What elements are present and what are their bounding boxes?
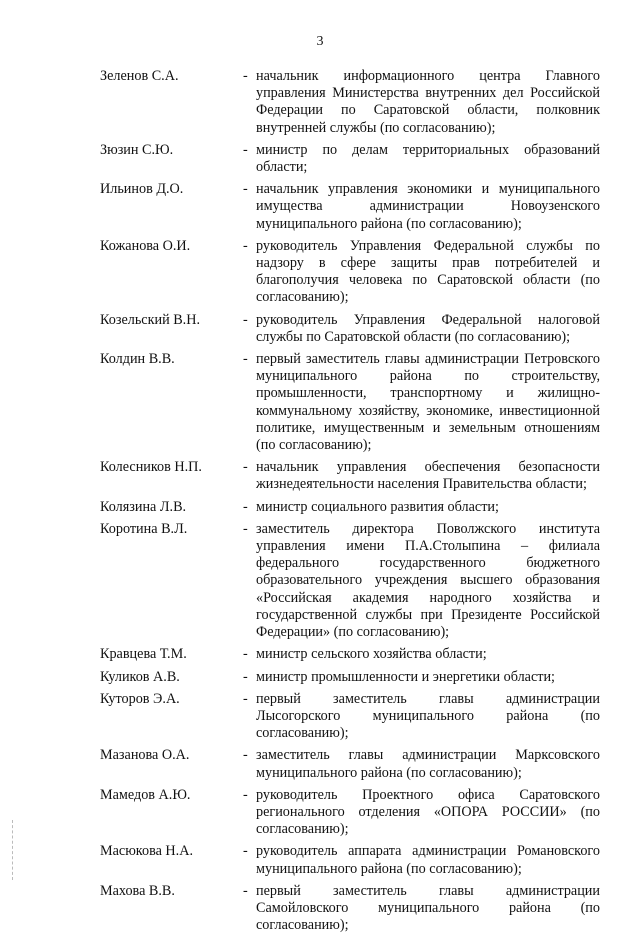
member-position: министр по делам территориальных образований области; <box>256 141 600 176</box>
member-name: Мазанова О.А. <box>100 747 190 764</box>
list-item <box>100 459 600 493</box>
dash-separator: - <box>243 181 248 198</box>
dash-separator: - <box>243 68 248 84</box>
member-name: Кожанова О.И. <box>100 237 191 254</box>
member-list <box>100 68 600 939</box>
member-name: Коротина В.Л. <box>100 520 188 537</box>
list-item <box>100 312 600 346</box>
member-position: руководитель аппарата администрации Романовского муниципального района (по согласованию); <box>256 843 600 877</box>
member-name: Колязина Л.В. <box>100 498 187 515</box>
dash-separator: - <box>243 311 248 328</box>
member-position: начальник информационного центра Главного управления Министерства внутренних дел Российской Федерации по Саратовской области, полковник внутренней службы (по согласованию); <box>256 68 600 136</box>
dash-separator: - <box>243 351 248 368</box>
member-name: Куликов А.В. <box>100 668 180 685</box>
member-position: руководитель Управления Федеральной налоговой службы по Саратовской области (по согласованию); <box>256 311 600 345</box>
list-item <box>100 747 600 781</box>
list-item <box>100 883 600 935</box>
dash-separator: - <box>243 690 248 707</box>
list-item <box>100 499 600 516</box>
list-item <box>100 691 600 743</box>
member-position: министр сельского хозяйства области; <box>256 646 487 663</box>
dash-separator: - <box>243 668 248 685</box>
list-item <box>100 843 600 877</box>
member-position: заместитель главы администрации Марксовского муниципального района (по согласованию); <box>256 747 600 781</box>
dash-separator: - <box>243 646 248 663</box>
member-position: начальник управления экономики и муниципального имущества администрации Новоузенского муниципального района (по согласованию); <box>256 181 600 232</box>
member-position: заместитель директора Поволжского института управления имени П.А.Столыпина – филиала федерального государственного бюджетного образовательного учреждения высшего образования «Российская академия народного хозяйства и государственной службы при Президенте Российской Федерации» (по согласованию); <box>256 520 600 641</box>
member-name: Козельский В.Н. <box>100 311 201 328</box>
list-item <box>100 68 600 137</box>
list-item <box>100 351 600 454</box>
dash-separator: - <box>243 843 248 860</box>
dash-separator: - <box>243 459 248 476</box>
member-name: Масюкова Н.А. <box>100 843 194 860</box>
dash-separator: - <box>243 882 248 899</box>
list-item <box>100 238 600 307</box>
list-item <box>100 521 600 641</box>
member-position: министр промышленности и энергетики области; <box>256 668 555 685</box>
member-name: Ильинов Д.О. <box>100 181 184 198</box>
member-position: начальник управления обеспечения безопасности жизнедеятельности населения Правительства области; <box>256 459 600 493</box>
member-name: Куторов Э.А. <box>100 690 180 707</box>
member-position: руководитель Управления Федеральной службы по надзору в сфере защиты прав потребителей и благополучия человека по Саратовской области (по согласованию); <box>256 237 600 306</box>
dash-separator: - <box>243 786 248 803</box>
member-position: первый заместитель главы администрации Самойловского муниципального района (по согласованию); <box>256 882 600 934</box>
member-name: Зеленов С.А. <box>100 68 179 84</box>
member-name: Махова В.В. <box>100 882 175 899</box>
list-item <box>100 646 600 663</box>
scan-margin-artifact <box>12 820 14 880</box>
member-name: Зюзин С.Ю. <box>100 141 174 158</box>
dash-separator: - <box>243 747 248 764</box>
member-name: Мамедов А.Ю. <box>100 786 191 803</box>
member-position: министр социального развития области; <box>256 498 499 515</box>
member-position: первый заместитель главы администрации Лысогорского муниципального района (по согласованию); <box>256 690 600 742</box>
member-position: руководитель Проектного офиса Саратовского регионального отделения «ОПОРА РОССИИ» (по согласованию); <box>256 786 600 838</box>
dash-separator: - <box>243 520 248 537</box>
list-item <box>100 142 600 176</box>
member-name: Кравцева Т.М. <box>100 646 187 663</box>
list-item <box>100 181 600 233</box>
dash-separator: - <box>243 141 248 158</box>
list-item <box>100 669 600 686</box>
page-number: 3 <box>316 34 324 49</box>
dash-separator: - <box>243 237 248 254</box>
member-position: первый заместитель главы администрации Петровского муниципального района по строительству, промышленности, транспортному и жилищно-коммунальному хозяйству, экономике, инвестиционной политике, имущественным и земельным отношениям (по согласованию); <box>256 351 600 454</box>
list-item <box>100 787 600 839</box>
member-name: Колдин В.В. <box>100 351 175 368</box>
dash-separator: - <box>243 498 248 515</box>
member-name: Колесников Н.П. <box>100 459 202 476</box>
